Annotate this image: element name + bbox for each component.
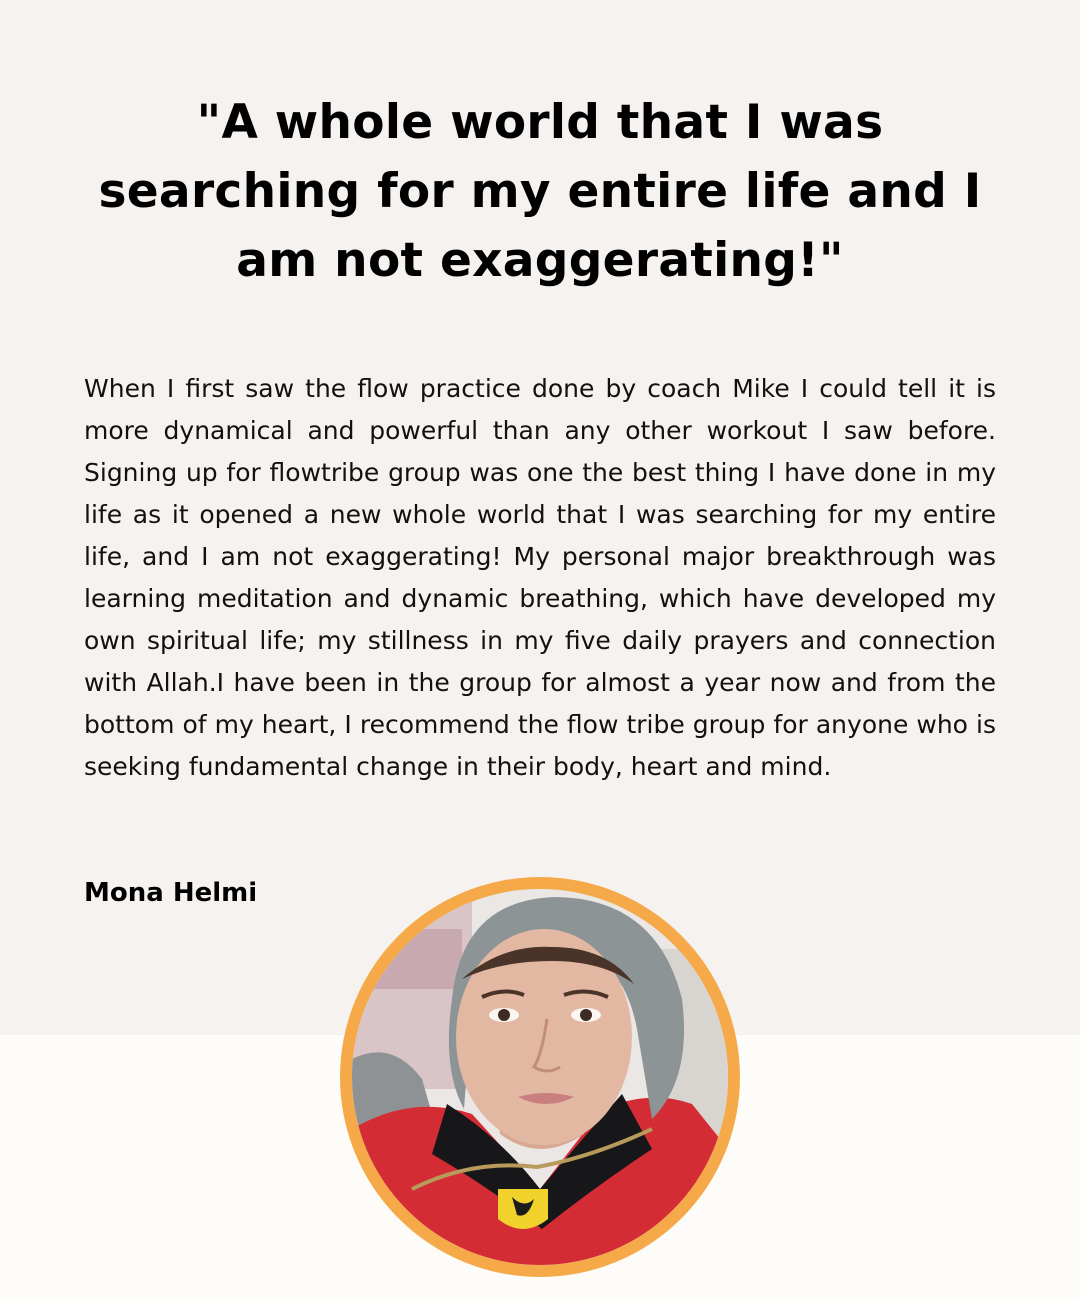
author-photo-frame — [340, 877, 740, 1277]
author-name: Mona Helmi — [84, 878, 258, 908]
testimonial-body: When I first saw the flow practice done by coach Mike I could tell it is more dynamical and powerful than any other workout I saw before. Signing up for flowtribe group was one the best thing I have done in my life as it opened a new whole world that I was searching for my entire life, and I am not exaggerating! My personal major breakthrough was learning meditation and dynamic breathing, which have developed my own spiritual life; my stillness in my five daily prayers and connection with Allah.I have been in the group for almost a year now and from the bottom of my heart, I recommend the flow tribe group for anyone who is seeking fundamental change in their body, heart and mind. — [84, 374, 996, 781]
author-photo — [352, 889, 728, 1265]
testimonial-headline: "A whole world that I was searching for my entire life and I am not exaggerating!" — [98, 95, 982, 288]
author-photo-illustration — [352, 889, 728, 1265]
